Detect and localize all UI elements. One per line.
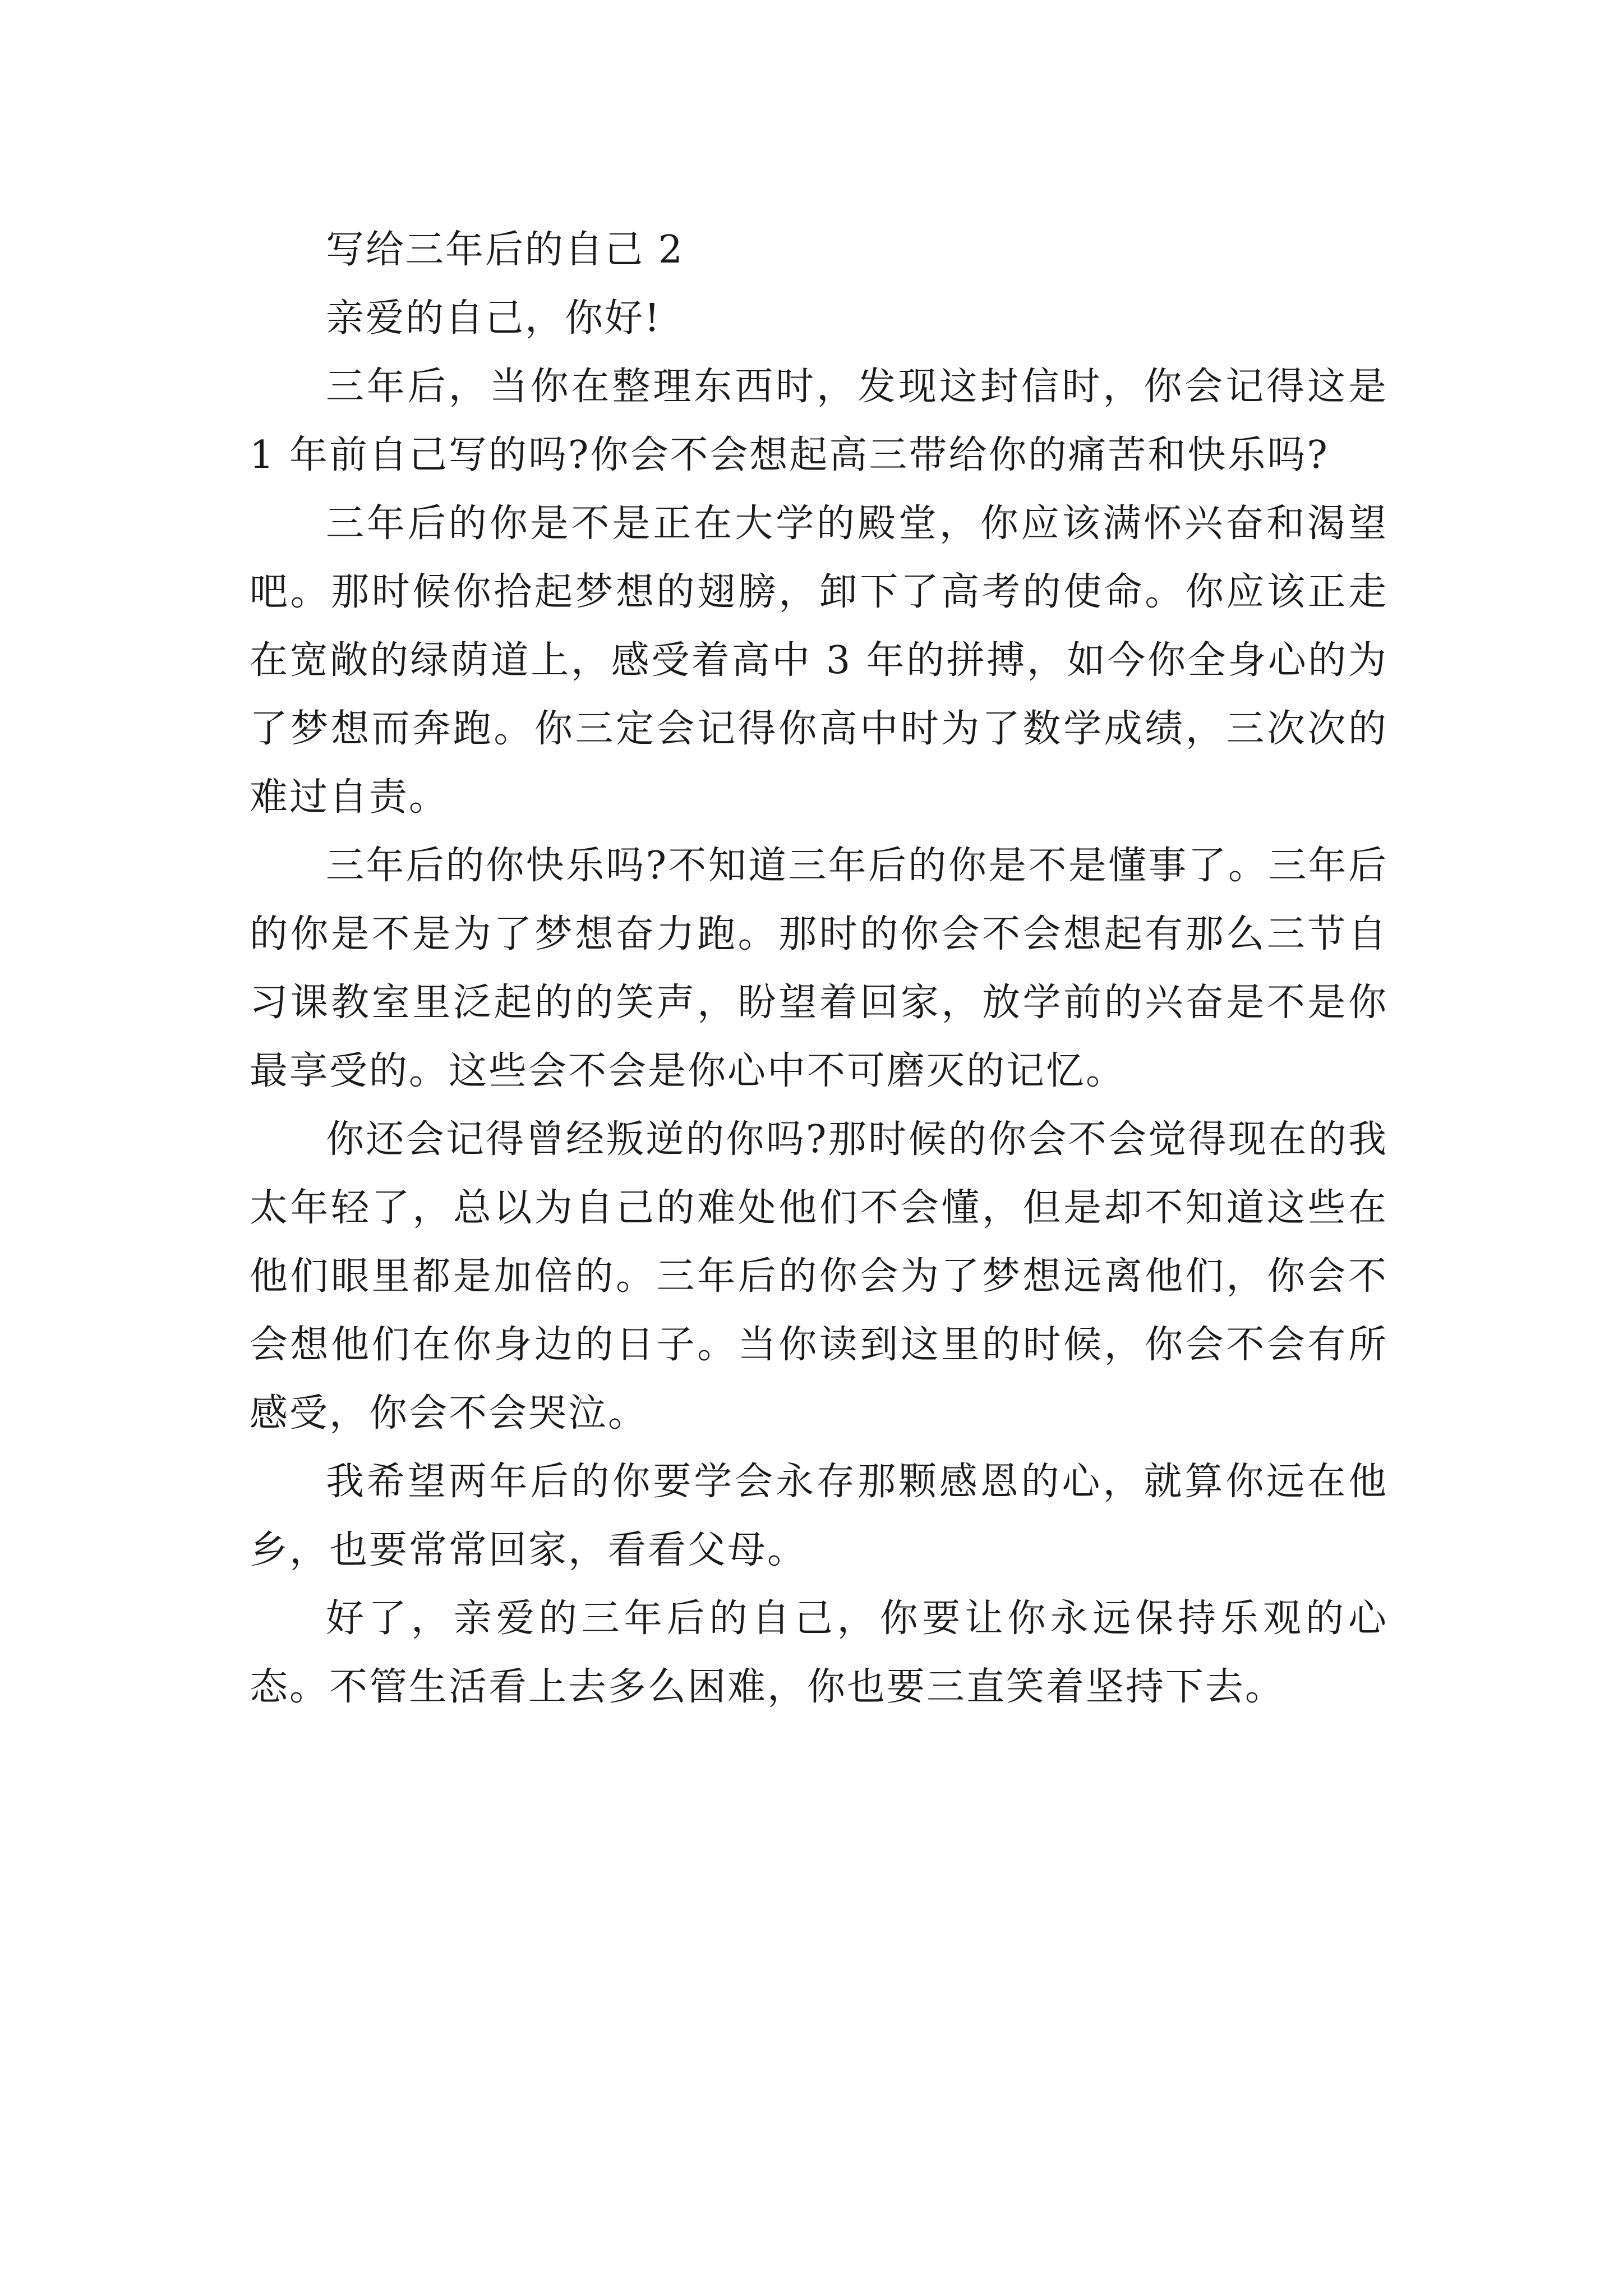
- paragraph: 你还会记得曾经叛逆的你吗?那时候的你会不会觉得现在的我太年轻了，总以为自己的难处他们不会懂，但是却不知道这些在他们眼里都是加倍的。三年后的你会为了梦想远离他们，你会不会想他们在你身边的日子。当你读到这里的时候，你会不会有所感受，你会不会哭泣。: [250, 1117, 1388, 1435]
- greeting-line: 亲爱的自己，你好!: [326, 296, 662, 341]
- paragraph: 三年后的你是不是正在大学的殿堂，你应该满怀兴奋和渴望吧。那时候你拾起梦想的翅膀，卸下了高考的使命。你应该正走在宽敞的绿荫道上，感受着高中 3 年的拼搏，如今你全身心的为了梦想而奔跑。你三定会记得你高中时为了数学成绩，三次次的难过自责。: [250, 501, 1388, 820]
- document-title: 写给三年后的自己 2: [326, 228, 684, 272]
- document-body: [250, 216, 1388, 1722]
- paragraph: 好了，亲爱的三年后的自己，你要让你永远保持乐观的心态。不管生活看上去多么困难，你也要三直笑着坚持下去。: [250, 1596, 1388, 1709]
- paragraph: 三年后，当你在整理东西时，发现这封信时，你会记得这是 1 年前自己写的吗?你会不会想起高三带给你的痛苦和快乐吗?: [250, 365, 1388, 477]
- paragraph: 我希望两年后的你要学会永存那颗感恩的心，就算你远在他乡，也要常常回家，看看父母。: [250, 1460, 1388, 1572]
- paragraph: 三年后的你快乐吗?不知道三年后的你是不是懂事了。三年后的你是不是为了梦想奋力跑。那时的你会不会想起有那么三节自习课教室里泛起的的笑声，盼望着回家，放学前的兴奋是不是你最享受的。这些会不会是你心中不可磨灭的记忆。: [250, 844, 1388, 1093]
